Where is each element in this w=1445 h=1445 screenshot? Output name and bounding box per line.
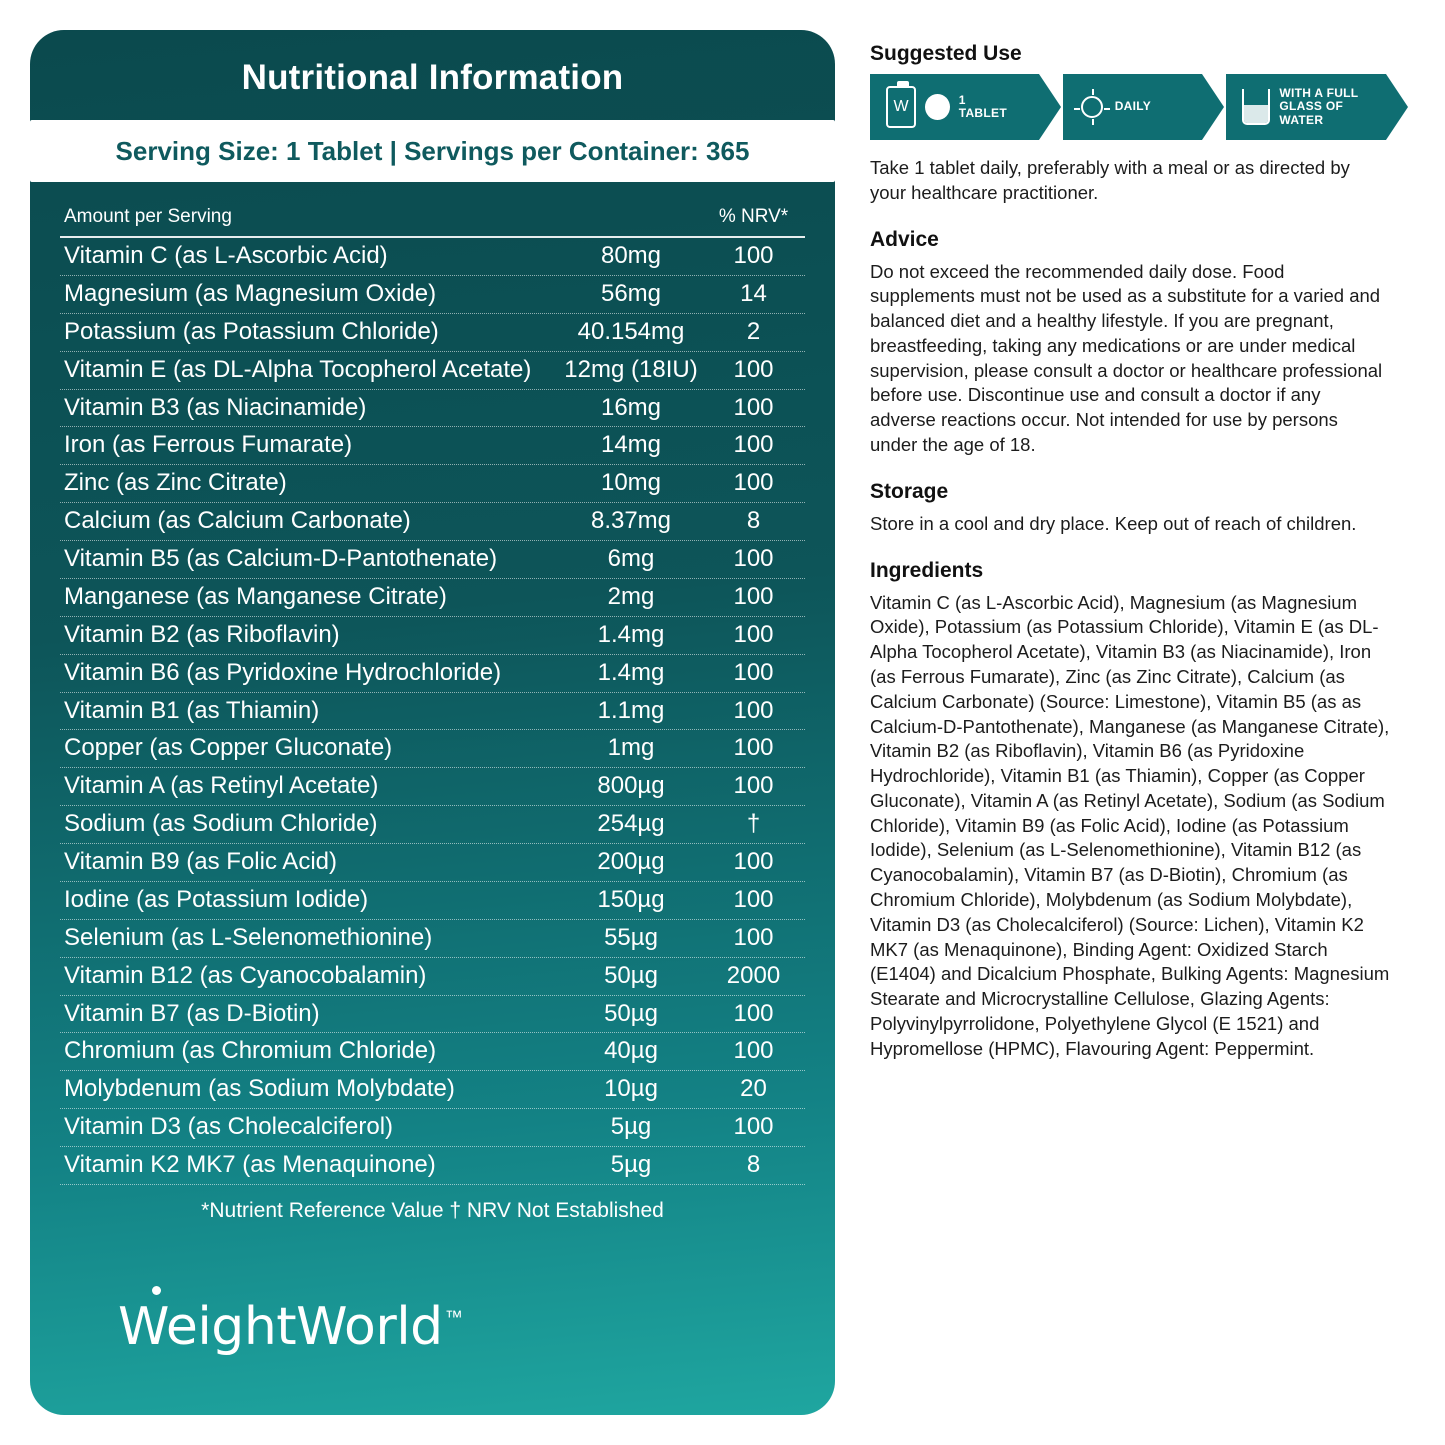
advice-section [870,228,1390,458]
nutrient-name: Vitamin B1 (as Thiamin) [64,696,320,724]
nutrient-nrv: 100 [733,848,774,875]
nutrient-name: Vitamin E (as DL-Alpha Tocopherol Acetate) [64,355,532,383]
nutrient-name: Chromium (as Chromium Chloride) [64,1037,437,1065]
nutrient-name: Copper (as Copper Gluconate) [64,734,393,762]
nutrient-nrv: 100 [733,582,774,610]
column-header-amount-per-serving: Amount per Serving [64,206,232,227]
nutrient-name: Vitamin B7 (as D-Biotin) [64,999,320,1027]
nutrient-name: Vitamin B2 (as Riboflavin) [64,620,340,648]
nutrient-name: Manganese (as Manganese Citrate) [64,582,447,610]
step-one-label: 1 TABLET [958,92,1007,120]
table-row [60,541,805,579]
nutrient-name: Selenium (as L-Selenomethionine) [64,923,433,951]
nutrient-name: Vitamin B6 (as Pyridoxine Hydrochloride) [64,658,502,686]
nutrition-table [30,196,835,1223]
table-row [60,920,805,958]
nutrient-nrv: 100 [733,469,774,497]
nutrient-amount: 10µg [604,1075,658,1103]
step-water [1226,74,1386,140]
serving-size-bar [30,120,835,182]
suggested-use-section [870,42,1390,206]
nutrient-nrv: 100 [733,734,774,762]
nutrient-name: Vitamin B12 (as Cyanocobalamin) [64,961,427,989]
nutrient-nrv: 8 [746,507,761,535]
nutrient-name: Vitamin C (as L-Ascorbic Acid) [64,242,388,269]
logo-dot-icon [152,1286,161,1295]
nutrient-amount: 800µg [597,772,665,800]
nutrient-name: Sodium (as Sodium Chloride) [64,810,378,838]
nutrient-amount: 150µg [597,885,665,913]
nutrient-name: Potassium (as Potassium Chloride) [64,317,439,345]
nutrient-name: Vitamin B3 (as Niacinamide) [64,393,367,421]
storage-body: Store in a cool and dry place. Keep out of reach of children. [870,512,1357,534]
column-header-nrv: % NRV* [718,206,789,227]
nutrient-amount: 1.1mg [597,696,665,724]
nutrient-nrv: 100 [733,772,774,800]
storage-section [870,480,1390,537]
brand-name: WeightWorld [118,1297,443,1357]
table-row [60,768,805,806]
trademark-symbol: ™ [444,1307,463,1327]
table-row [60,617,805,655]
nutrient-name: Vitamin D3 (as Cholecalciferol) [64,1113,394,1141]
suggested-use-steps [870,74,1390,140]
brand-logo [118,1297,463,1357]
nutrient-nrv: 14 [740,279,767,307]
table-row [60,882,805,920]
nutrient-amount: 55µg [604,923,658,951]
nutrient-nrv: 100 [733,696,774,724]
nutrient-name: Iron (as Ferrous Fumarate) [64,431,353,459]
nutrient-name: Vitamin B9 (as Folic Acid) [64,848,337,875]
nutrient-amount: 10mg [600,469,662,497]
nutrient-nrv: 8 [746,1151,761,1178]
table-row [60,1147,805,1185]
nutrient-amount: 5µg [610,1113,652,1141]
nutrient-nrv: 100 [733,393,774,421]
nutrient-name: Calcium (as Calcium Carbonate) [64,507,411,535]
nutrient-name: Vitamin B5 (as Calcium-D-Pantothenate) [64,545,498,572]
table-row [60,1071,805,1109]
table-row [60,844,805,882]
nutrient-amount: 2mg [607,582,655,610]
nutrient-amount: 80mg [600,242,662,269]
table-row [60,996,805,1034]
nutrition-panel [30,30,835,1415]
nutrient-name: Molybdenum (as Sodium Molybdate) [64,1075,455,1103]
table-row [60,1109,805,1147]
nutrient-nrv: 100 [733,1113,774,1141]
step-water-label: WITH A FULL GLASS OF WATER [1279,85,1359,127]
nutrient-amount: 1mg [607,734,655,762]
nutrient-amount: 6mg [607,545,655,572]
table-footnote: *Nutrient Reference Value † NRV Not Established [201,1198,664,1222]
serving-size-text: Serving Size: 1 Tablet | Servings per Container: 365 [115,135,750,166]
table-row [60,427,805,465]
nutrient-amount: 1.4mg [597,620,665,648]
nutrient-nrv: 100 [733,923,774,951]
page-title: Nutritional Information [241,58,624,97]
nutrient-amount: 40µg [604,1037,658,1065]
storage-title: Storage [870,479,949,503]
table-row [60,276,805,314]
nutrient-amount: 14mg [600,431,662,459]
nutrient-nrv: 100 [733,999,774,1027]
table-row [60,1033,805,1071]
table-row [60,579,805,617]
nutrient-name: Magnesium (as Magnesium Oxide) [64,279,437,307]
nutrient-amount: 50µg [604,961,658,989]
table-body [60,238,805,1185]
advice-body: Do not exceed the recommended daily dose. Food supplements must not be used as a substitute for a varied and balanced diet and a healthy lifestyle. If you are pregnant, breastfeeding, taking any medications or are under medical supervision, please consult a doctor or healthcare professional before use. Discontinue use and consult a doctor if any adverse reactions occur. Not intended for use by persons under the age of 18. [870,260,1383,456]
step-daily-label: DAILY [1114,99,1152,114]
bottle-icon: W [886,86,916,128]
suggested-use-body: Take 1 tablet daily, preferably with a meal or as directed by your healthcare practitioner. [870,157,1350,203]
nutrient-nrv: 100 [733,242,774,269]
nutrient-amount: 8.37mg [590,507,672,535]
nutrient-nrv: 2000 [726,961,781,989]
sun-icon [1081,96,1103,118]
nutrient-amount: 16mg [600,393,662,421]
right-column [870,42,1390,1083]
nutrient-amount: 200µg [597,848,665,875]
nutrient-name: Vitamin K2 MK7 (as Menaquinone) [64,1151,436,1178]
table-row [60,314,805,352]
nutrient-nrv: 100 [733,355,774,383]
ingredients-title: Ingredients [870,558,984,582]
table-row [60,390,805,428]
nutrient-amount: 56mg [600,279,662,307]
table-row [60,352,805,390]
table-row [60,693,805,731]
nutrient-nrv: 2 [746,317,761,345]
table-row [60,238,805,276]
nutrient-nrv: 100 [733,431,774,459]
nutrient-nrv: 100 [733,658,774,686]
advice-title: Advice [870,227,939,251]
glass-of-water-icon [1242,89,1270,125]
nutrient-name: Zinc (as Zinc Citrate) [64,469,287,497]
nutrient-nrv: 100 [733,545,774,572]
nutrient-nrv: 100 [733,620,774,648]
suggested-use-title: Suggested Use [870,42,1022,65]
ingredients-body: Vitamin C (as L-Ascorbic Acid), Magnesium (as Magnesium Oxide), Potassium (as Potassium Chloride), Vitamin E (as DL-Alpha Tocopherol Acetate), Vitamin B3 (as Niacinamide), Iron (as Ferrous Fumarate), Zinc (as Zinc Citrate), Calcium (as Calcium Carbonate) (Source: Limestone), Vitamin B5 (as as Calcium-D-Pantothenate), Manganese (as Manganese Citrate), Vitamin B2 (as Riboflavin), Vitamin B6 (as Pyridoxine Hydrochloride), Vitamin B1 (as Thiamin), Copper (as Copper Gluconate), Vitamin A (as Retinyl Acetate), Sodium (as Sodium Chloride), Vitamin B9 (as Folic Acid), Iodine (as Potassium Iodide), Selenium (as L-Selenomethionine), Vitamin B12 (as Cyanocobalamin), Vitamin B7 (as D-Biotin), Chromium (as Chromium Chloride), Molybdenum (as Sodium Molybdate), Vitamin D3 (as Cholecalciferol) (Source: Lichen), Vitamin K2 MK7 (as Menaquinone), Binding Agent: Oxidized Starch (E1404) and Dicalcium Phosphate, Bulking Agents: Magnesium Stearate and Microcrystalline Cellulose, Glazing Agents: Polyvinylpyrrolidone, Polyethylene Glycol (E 1521) and Hypromellose (HPMC), Flavouring Agent: Peppermint. [870,591,1390,1059]
nutrient-amount: 50µg [604,999,658,1027]
table-row [60,806,805,844]
nutrient-nrv: 100 [733,1037,774,1065]
nutrient-name: Vitamin A (as Retinyl Acetate) [64,772,379,800]
table-row [60,465,805,503]
step-one-tablet [870,74,1039,140]
nutrient-amount: 5µg [610,1151,652,1178]
ingredients-section [870,559,1390,1062]
table-header-row [60,196,805,238]
tablet-icon [925,94,950,120]
nutrient-name: Iodine (as Potassium Iodide) [64,885,369,913]
nutrient-nrv: † [746,810,761,838]
table-row [60,730,805,768]
table-row [60,958,805,996]
nutrient-amount: 254µg [597,810,665,838]
table-row [60,655,805,693]
nutrient-nrv: 100 [733,885,774,913]
nutrient-nrv: 20 [740,1075,767,1103]
nutrient-amount: 1.4mg [597,658,665,686]
table-row [60,503,805,541]
step-daily [1063,74,1203,140]
nutrient-amount: 40.154mg [577,317,685,345]
nutrient-amount: 12mg (18IU) [564,355,698,383]
